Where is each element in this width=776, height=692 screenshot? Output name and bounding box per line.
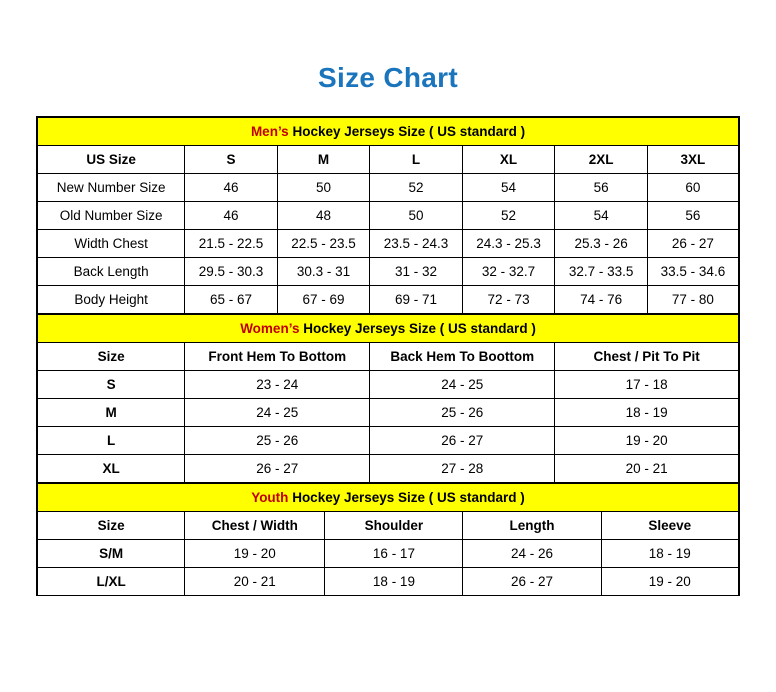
womens-banner-row [38,315,739,343]
table-cell: 23.5 - 24.3 [370,230,463,258]
row-label: Body Height [38,286,185,314]
row-label: S/M [38,540,185,568]
table-cell: 32 - 32.7 [462,258,555,286]
table-cell: 31 - 32 [370,258,463,286]
mens-banner-cell [38,118,739,146]
row-label: Old Number Size [38,202,185,230]
table-cell: 20 - 21 [185,568,325,596]
womens-header-cell: Size [38,343,185,371]
youth-banner-accent: Youth [251,490,289,505]
mens-header-cell: M [277,146,370,174]
youth-banner-rest: Hockey Jerseys Size ( US standard ) [288,490,525,505]
table-cell: 30.3 - 31 [277,258,370,286]
table-cell: 26 - 27 [370,427,555,455]
mens-header-cell: 3XL [647,146,738,174]
table-cell: 24 - 25 [185,399,370,427]
table-cell: 46 [185,174,278,202]
table-cell: 26 - 27 [647,230,738,258]
youth-header-cell: Length [463,512,601,540]
table-cell: 20 - 21 [555,455,739,483]
table-cell: 17 - 18 [555,371,739,399]
table-cell: 67 - 69 [277,286,370,314]
youth-size-table [37,483,739,596]
table-cell: 56 [555,174,648,202]
table-row [38,230,739,258]
table-cell: 72 - 73 [462,286,555,314]
table-cell: 50 [370,202,463,230]
table-row [38,371,739,399]
table-cell: 24 - 26 [463,540,601,568]
table-cell: 52 [462,202,555,230]
womens-header-cell: Chest / Pit To Pit [555,343,739,371]
table-cell: 18 - 19 [325,568,463,596]
mens-header-cell: S [185,146,278,174]
table-row [38,568,739,596]
table-cell: 74 - 76 [555,286,648,314]
table-cell: 26 - 27 [185,455,370,483]
womens-banner-accent: Women’s [240,321,300,336]
mens-banner-rest: Hockey Jerseys Size ( US standard ) [288,124,526,139]
mens-banner-row [38,118,739,146]
table-cell: 77 - 80 [647,286,738,314]
youth-header-cell: Size [38,512,185,540]
table-cell: 24.3 - 25.3 [462,230,555,258]
mens-header-cell: 2XL [555,146,648,174]
youth-banner-row [38,484,739,512]
table-row [38,174,739,202]
table-cell: 21.5 - 22.5 [185,230,278,258]
table-cell: 27 - 28 [370,455,555,483]
size-chart-container [36,116,740,596]
table-cell: 23 - 24 [185,371,370,399]
mens-header-cell: US Size [38,146,185,174]
row-label: L/XL [38,568,185,596]
table-cell: 25 - 26 [370,399,555,427]
womens-banner-cell [38,315,739,343]
mens-banner-accent: Men’s [250,124,289,139]
mens-size-table [37,117,739,314]
table-cell: 48 [277,202,370,230]
mens-header-cell: XL [462,146,555,174]
table-cell: 29.5 - 30.3 [185,258,278,286]
row-label: Width Chest [38,230,185,258]
table-cell: 65 - 67 [185,286,278,314]
row-label: New Number Size [38,174,185,202]
row-label: L [38,427,185,455]
table-cell: 52 [370,174,463,202]
row-label: XL [38,455,185,483]
table-row [38,399,739,427]
womens-size-table [37,314,739,483]
row-label: S [38,371,185,399]
table-cell: 26 - 27 [463,568,601,596]
table-row [38,455,739,483]
youth-header-cell: Chest / Width [185,512,325,540]
table-cell: 54 [555,202,648,230]
womens-header-cell: Front Hem To Bottom [185,343,370,371]
table-cell: 25.3 - 26 [555,230,648,258]
table-cell: 19 - 20 [601,568,738,596]
table-cell: 18 - 19 [555,399,739,427]
table-cell: 46 [185,202,278,230]
mens-header-cell: L [370,146,463,174]
table-cell: 33.5 - 34.6 [647,258,738,286]
table-row [38,258,739,286]
table-cell: 69 - 71 [370,286,463,314]
table-cell: 22.5 - 23.5 [277,230,370,258]
table-row [38,540,739,568]
page-title: Size Chart [318,62,458,93]
table-cell: 18 - 19 [601,540,738,568]
table-cell: 50 [277,174,370,202]
table-cell: 32.7 - 33.5 [555,258,648,286]
table-row [38,427,739,455]
womens-banner-rest: Hockey Jerseys Size ( US standard ) [299,321,536,336]
row-label: M [38,399,185,427]
mens-header-row [38,146,739,174]
youth-banner-cell [38,484,739,512]
table-row [38,286,739,314]
table-cell: 19 - 20 [555,427,739,455]
table-cell: 54 [462,174,555,202]
row-label: Back Length [38,258,185,286]
table-cell: 16 - 17 [325,540,463,568]
table-cell: 25 - 26 [185,427,370,455]
womens-header-row [38,343,739,371]
table-cell: 60 [647,174,738,202]
table-cell: 24 - 25 [370,371,555,399]
youth-header-cell: Shoulder [325,512,463,540]
youth-header-cell: Sleeve [601,512,738,540]
table-row [38,202,739,230]
table-cell: 19 - 20 [185,540,325,568]
youth-header-row [38,512,739,540]
womens-header-cell: Back Hem To Boottom [370,343,555,371]
table-cell: 56 [647,202,738,230]
